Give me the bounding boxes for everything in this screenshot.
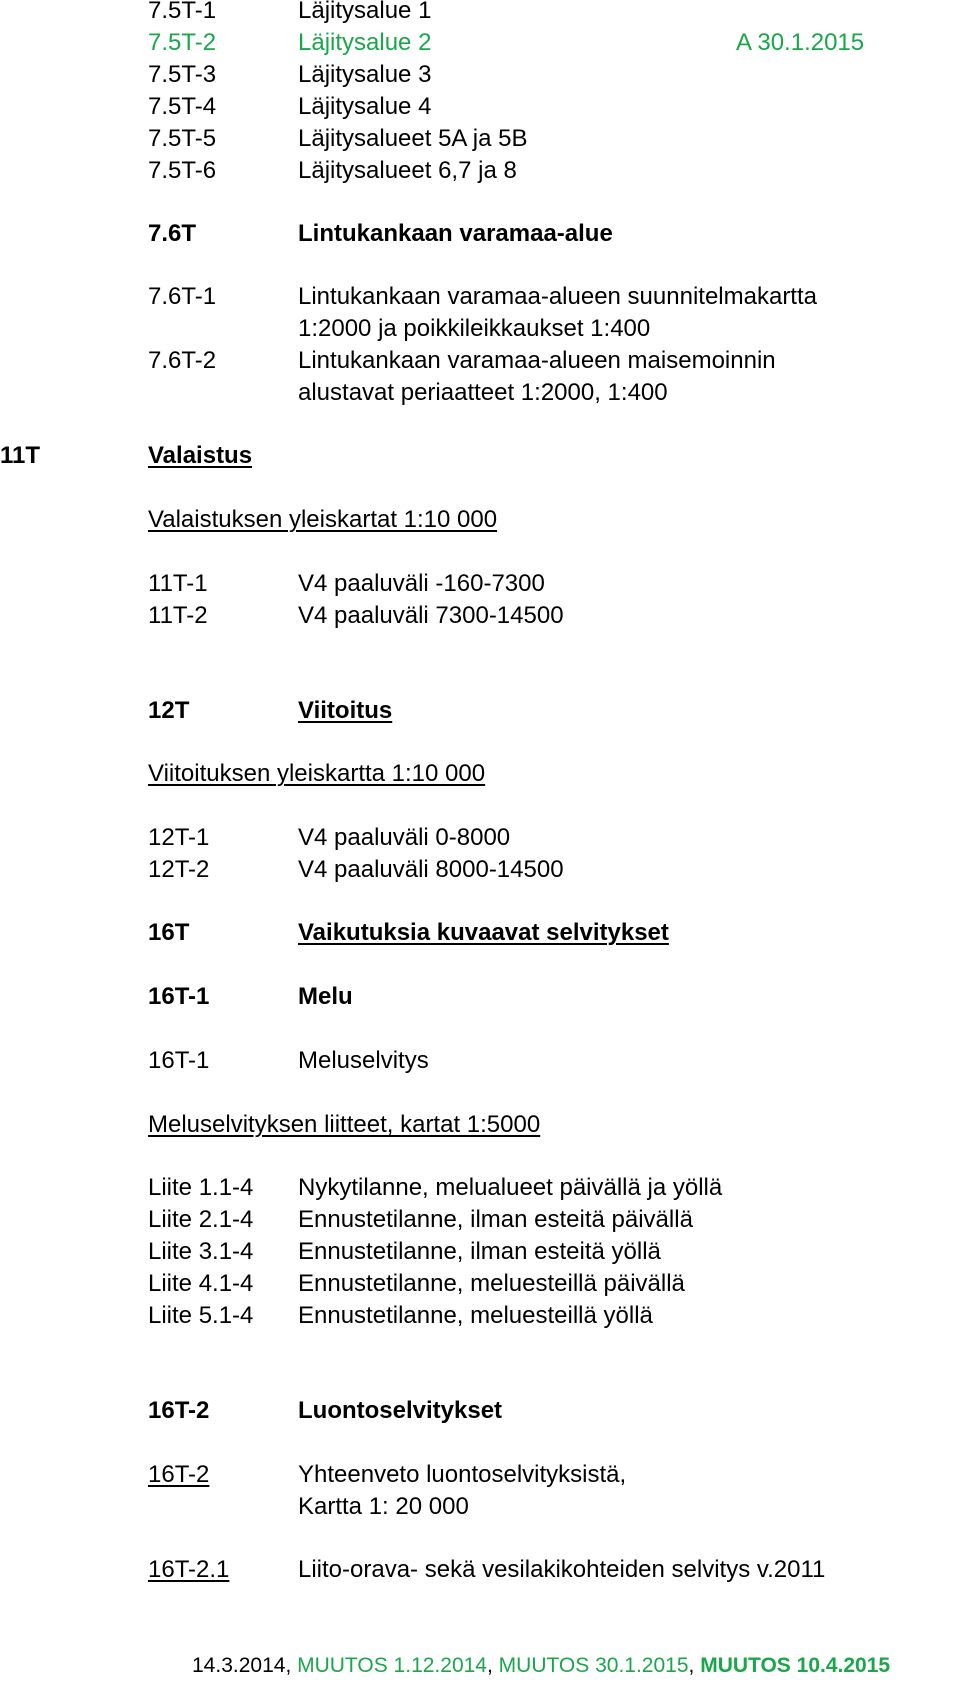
subsection-code: 16T-2 [148,1397,210,1424]
item-title-line2: Kartta 1: 20 000 [298,1493,469,1520]
item-title-line2: 1:2000 ja poikkileikkaukset 1:400 [298,315,651,342]
item-title: Liito-orava- sekä vesilakikohteiden selvitys v.2011 [298,1556,826,1583]
appendix-code: Liite 3.1-4 [148,1238,254,1265]
item-title: Läjitysalue 1 [298,0,432,24]
item-code: 12T-1 [148,824,210,851]
item-code: 7.5T-1 [148,0,217,24]
subsection-title: Luontoselvitykset [298,1397,503,1424]
footer-change-1: MUUTOS 1.12.2014 [297,1654,487,1677]
section-code: 16T [148,919,190,946]
item-title: Lintukankaan varamaa-alueen maisemoinnin [298,347,776,374]
item-code: 16T-2.1 [148,1556,230,1583]
map-overview-title: Viitoituksen yleiskartta 1:10 000 [148,760,486,787]
item-code: 7.6T-1 [148,283,217,310]
footer-separator: , [688,1654,701,1677]
section-code: 12T [148,697,190,724]
appendix-title: Nykytilanne, melualueet päivällä ja yöllä [298,1174,723,1201]
item-code: 16T-1 [148,1047,210,1074]
appendix-code: Liite 5.1-4 [148,1302,254,1329]
section-code: 11T [0,442,41,469]
item-title: Läjitysalue 2 [298,29,432,56]
item-code: 7.5T-3 [148,61,217,88]
section-title: Valaistus [148,442,253,469]
item-code: 7.6T-2 [148,347,217,374]
item-code: 11T-1 [148,570,208,597]
item-code: 7.5T-4 [148,93,217,120]
revision-line [192,1650,890,1682]
footer-date: 14.3.2014 [192,1654,286,1677]
item-title-line2: alustavat periaatteet 1:2000, 1:400 [298,379,668,406]
footer-separator: , [285,1654,298,1677]
section-title: Vaikutuksia kuvaavat selvitykset [298,919,669,946]
section-title: Viitoitus [298,697,393,724]
section-code: 7.6T [148,220,197,247]
footer-change-3: MUUTOS 10.4.2015 [700,1654,891,1677]
section-title: Lintukankaan varamaa-alue [298,220,613,247]
item-title: V4 paaluväli -160-7300 [298,570,545,597]
appendix-code: Liite 2.1-4 [148,1206,254,1233]
item-title: V4 paaluväli 8000-14500 [298,856,564,883]
item-title: Yhteenveto luontoselvityksistä, [298,1461,627,1488]
item-code: 7.5T-5 [148,125,217,152]
item-title: Lintukankaan varamaa-alueen suunnitelmakartta [298,283,817,310]
appendix-title: Meluselvityksen liitteet, kartat 1:5000 [148,1111,541,1138]
appendix-title: Ennustetilanne, ilman esteitä yöllä [298,1238,661,1265]
footer-change-2: MUUTOS 30.1.2015 [498,1654,689,1677]
revision-note: A 30.1.2015 [736,29,865,56]
appendix-code: Liite 4.1-4 [148,1270,254,1297]
appendix-title: Ennustetilanne, ilman esteitä päivällä [298,1206,693,1233]
footer-separator: , [486,1654,499,1677]
item-code: 7.5T-2 [148,29,217,56]
item-title: Läjitysalueet 6,7 ja 8 [298,157,517,184]
item-title: Läjitysalue 4 [298,93,432,120]
item-title: V4 paaluväli 0-8000 [298,824,511,851]
item-code: 11T-2 [148,602,208,629]
subsection-code: 16T-1 [148,983,210,1010]
item-title: Läjitysalueet 5A ja 5B [298,125,528,152]
item-code: 16T-2 [148,1461,210,1488]
item-title: Meluselvitys [298,1047,429,1074]
subsection-title: Melu [298,983,353,1010]
item-code: 12T-2 [148,856,210,883]
item-code: 7.5T-6 [148,157,217,184]
appendix-title: Ennustetilanne, meluesteillä yöllä [298,1302,653,1329]
appendix-title: Ennustetilanne, meluesteillä päivällä [298,1270,685,1297]
appendix-code: Liite 1.1-4 [148,1174,254,1201]
item-title: Läjitysalue 3 [298,61,432,88]
map-overview-title: Valaistuksen yleiskartat 1:10 000 [148,506,498,533]
item-title: V4 paaluväli 7300-14500 [298,602,564,629]
